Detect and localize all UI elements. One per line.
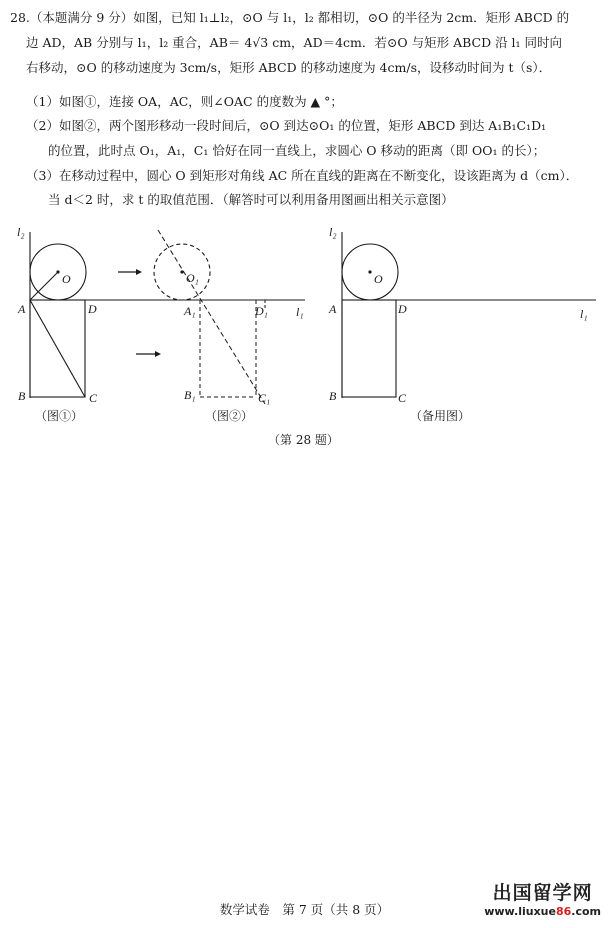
problem-line-3: 右移动，⊙O 的移动速度为 3cm/s，矩形 ABCD 的移动速度为 4cm/s，设移动时间为 t（s）．	[26, 60, 552, 75]
problem-line-5: （2）如图②，两个图形移动一段时间后，⊙O 到达⊙O₁ 的位置，矩形 ABCD 到达 A₁B₁C₁D₁	[26, 118, 547, 133]
caption-fig3: （备用图）	[410, 409, 471, 423]
caption-problem: （第 28 题）	[268, 433, 339, 447]
fig1-diagonal-ac	[30, 300, 85, 397]
fig2-label-a1: A₁	[184, 304, 196, 318]
problem-line-7: （3）在移动过程中，圆心 O 到矩形对角线 AC 所在直线的距离在不断变化，设该距离为 d（cm）．	[26, 168, 579, 183]
site-watermark	[484, 878, 601, 918]
watermark-title: 出国留学网	[492, 882, 593, 904]
fig3-label-c: C	[398, 391, 407, 405]
page-footer: 数学试卷 第 7 页（共 8 页）	[219, 902, 390, 917]
figures-svg	[0, 0, 609, 460]
fig3-rectangle-abcd	[342, 300, 396, 397]
fig3-center-dot	[368, 270, 371, 273]
fig3-label-b: B	[329, 389, 337, 403]
fig1-center-dot	[56, 270, 59, 273]
watermark-url: www.liuxue86.com	[484, 905, 601, 918]
fig3-label-l2: l₂	[329, 225, 337, 239]
problem-line-1: 28.（本题满分 9 分）如图，已知 l₁⊥l₂，⊙O 与 l₁，l₂ 都相切，⊙O 的半径为 2cm．矩形 ABCD 的	[10, 10, 570, 25]
problem-line-4: （1）如图①，连接 OA，AC，则∠OAC 的度数为 ▲ °；	[26, 94, 343, 109]
problem-line-2: 边 AD，AB 分别与 l₁，l₂ 重合，AB＝ 4√3 cm，AD＝4cm．若⊙O 与矩形 ABCD 沿 l₁ 同时向	[26, 35, 563, 50]
fig3-label-l1: l₁	[580, 307, 588, 321]
figure-3	[328, 225, 596, 405]
fig2-label-d1: D₁	[255, 304, 268, 318]
move-arrow-bottom	[136, 351, 161, 357]
fig1-label-o: O	[62, 272, 71, 286]
fig2-label-o1: O₁	[186, 271, 199, 285]
fig1-label-c: C	[89, 391, 98, 405]
fig3-label-d: D	[398, 302, 407, 316]
fig2-label-l1: l₁	[296, 305, 304, 319]
fig2-label-b1: B₁	[184, 388, 196, 402]
caption-fig2: （图②）	[205, 409, 254, 423]
fig3-label-a: A	[329, 302, 337, 316]
move-arrow-top	[118, 269, 142, 275]
problem-line-8: 当 d＜2 时，求 t 的取值范围．（解答时可以利用备用图画出相关示意图）	[48, 192, 454, 207]
fig2-line-o1-a1-c1	[158, 230, 265, 404]
problem-line-6: 的位置，此时点 O₁，A₁，C₁ 恰好在同一直线上，求圆心 O 移动的距离（即 OO₁ 的长）；	[48, 143, 546, 158]
fig2-label-c1: C₁	[258, 391, 271, 405]
fig2-center-dot	[180, 270, 183, 273]
fig1-label-a: A	[18, 302, 26, 316]
caption-fig1: （图①）	[35, 409, 84, 423]
figure-2	[154, 230, 304, 405]
fig1-label-b: B	[18, 389, 26, 403]
fig3-label-o: O	[374, 272, 383, 286]
fig1-label-l2: l₂	[17, 225, 25, 239]
fig1-label-d: D	[88, 302, 97, 316]
